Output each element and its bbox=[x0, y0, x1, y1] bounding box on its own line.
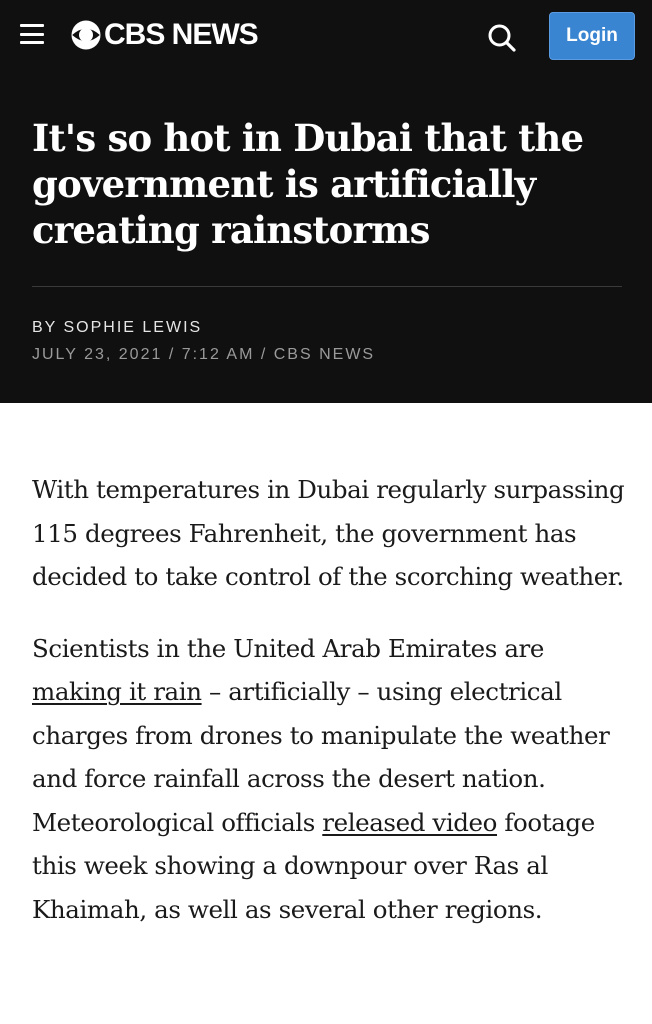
article-headline: It's so hot in Dubai that the government is artificially creating rainstorms bbox=[32, 116, 584, 252]
paragraph-text: footage this week showing a downpour over Ras al Khaimah, as well as several other regions. bbox=[32, 807, 595, 924]
menu-bar-line bbox=[20, 24, 44, 27]
article-header bbox=[0, 0, 652, 403]
header-divider bbox=[32, 286, 622, 287]
menu-bar-line bbox=[20, 41, 44, 44]
cbs-news-logo[interactable] bbox=[70, 18, 258, 52]
login-button[interactable]: Login bbox=[549, 12, 635, 60]
article-paragraph bbox=[32, 627, 628, 932]
article-dateline: JULY 23, 2021 / 7:12 AM / CBS NEWS bbox=[32, 346, 376, 363]
top-navigation-bar bbox=[0, 0, 652, 72]
paragraph-text: Scientists in the United Arab Emirates are bbox=[32, 633, 544, 663]
article-byline: BY SOPHIE LEWIS bbox=[32, 319, 203, 336]
released-video-link[interactable]: released video bbox=[322, 807, 497, 837]
article-paragraph: With temperatures in Dubai regularly surpassing 115 degrees Fahrenheit, the government has decided to take control of the scorching weather. bbox=[32, 475, 625, 591]
search-icon[interactable] bbox=[486, 22, 518, 54]
hamburger-menu-icon[interactable] bbox=[20, 24, 44, 44]
making-it-rain-link[interactable]: making it rain bbox=[32, 677, 202, 706]
paragraph-text: – artificially – using electrical charges from drones to manipulate the weather and force rainfall across the desert nation. Meteorological officials bbox=[32, 677, 610, 837]
menu-bar-line bbox=[20, 33, 44, 36]
logo-text: CBS NEWS bbox=[104, 18, 258, 51]
article-body bbox=[32, 468, 628, 959]
cbs-eye-icon bbox=[70, 19, 102, 51]
